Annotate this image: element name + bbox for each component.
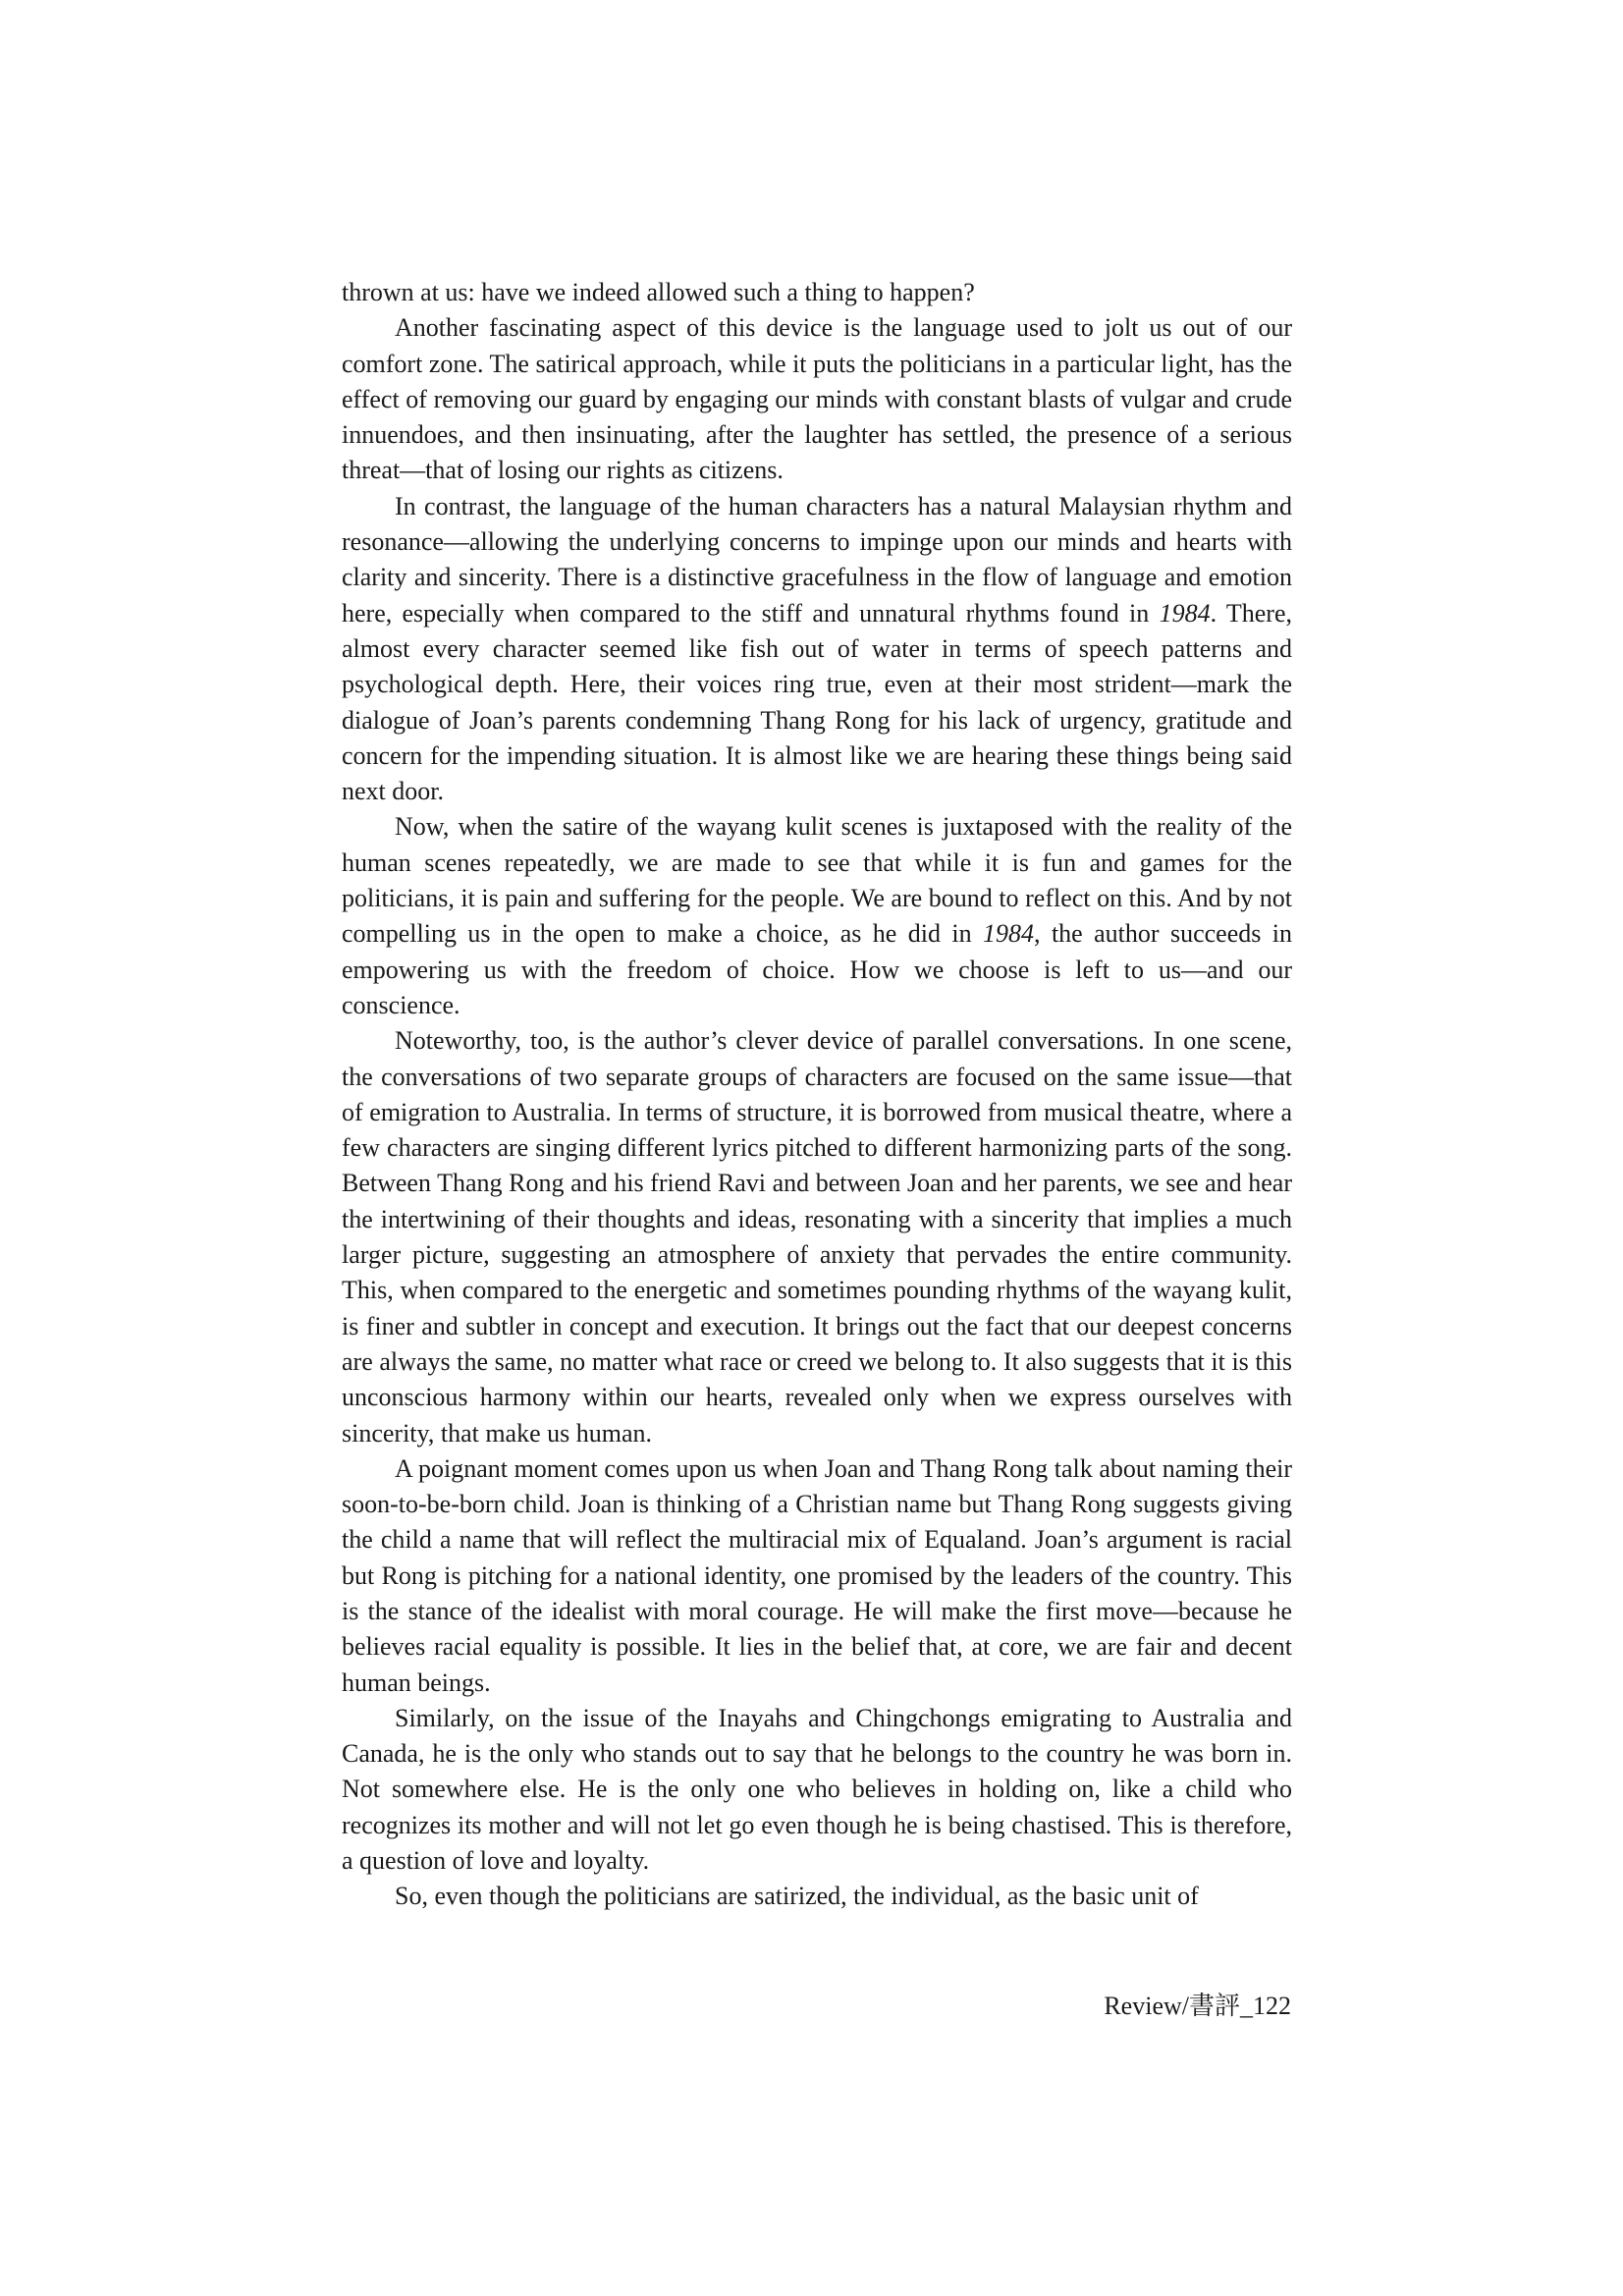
paragraph-1: thrown at us: have we indeed allowed such a thing to happen? [342, 278, 975, 306]
paragraph-7: Similarly, on the issue of the Inayahs and Chingchongs emigrating to Australia and Canada, he is the only who stands out to say that he belongs to the country he was born in. Not somewhere else. He is the only one who believes in holding on, like a child who recognizes its mother and will not let go even though he is being chastised. This is therefore, a question of love and loyalty. [342, 1703, 1292, 1876]
book-title-italic: 1984 [1159, 598, 1211, 628]
paragraph-3: In contrast, the language of the human characters has a natural Malaysian rhythm and resonance—allowing the underlying concerns to impinge upon our minds and hearts with clarity and sincerity. There is a distinctive gracefulness in the flow of language and emotion here, especially when compared to the stiff and unnatural rhythms found in 1984. There, almost every character seemed like fish out of water in terms of speech patterns and psychological depth. Here, their voices ring true, even at their most strident—mark the dialogue of Joan’s parents condemning Thang Rong for his lack of urgency, gratitude and concern for the impending situation. It is almost like we are hearing these things being said next door. [342, 491, 1292, 806]
paragraph-2: Another fascinating aspect of this device is the language used to jolt us out of our comfort zone. The satirical approach, while it puts the politicians in a particular light, has the effect of removing our guard by engaging our minds with constant blasts of vulgar and crude innuendoes, and then insinuating, after the laughter has settled, the presence of a serious threat—that of losing our rights as citizens. [342, 313, 1292, 485]
paragraph-5: Noteworthy, too, is the author’s clever device of parallel conversations. In one scene, the conversations of two separate groups of characters are focused on the same issue—that of emigration to Australia. In terms of structure, it is borrowed from musical theatre, where a few characters are singing different lyrics pitched to different harmonizing parts of the song. Between Thang Rong and his friend Ravi and between Joan and her parents, we see and hear the intertwining of their thoughts and ideas, resonating with a sincerity that implies a much larger picture, suggesting an atmosphere of anxiety that pervades the entire community. This, when compared to the energetic and sometimes pounding rhythms of the wayang kulit, is finer and subtler in concept and execution. It brings out the fact that our deepest concerns are always the same, no matter what race or creed we belong to. It also suggests that it is this unconscious harmony within our hearts, revealed only when we express ourselves with sincerity, that make us human. [342, 1026, 1292, 1448]
page-footer: Review/書評_122 [1104, 1992, 1291, 2020]
book-title-italic: 1984 [983, 919, 1035, 949]
paragraph-4: Now, when the satire of the wayang kulit scenes is juxtaposed with the reality of the human scenes repeatedly, we are made to see that while it is fun and games for the politicians, it is pain and suffering for the people. We are bound to reflect on this. And by not compelling us in the open to make a choice, as he did in 1984, the author succeeds in empowering us with the freedom of choice. How we choose is left to us—and our conscience. [342, 812, 1292, 1019]
body-text [342, 275, 1292, 1915]
paragraph-8: So, even though the politicians are satirized, the individual, as the basic unit of [395, 1882, 1199, 1911]
paragraph-6: A poignant moment comes upon us when Joan and Thang Rong talk about naming their soon-to-be-born child. Joan is thinking of a Christian name but Thang Rong suggests giving the child a name that will reflect the multiracial mix of Equaland. Joan’s argument is racial but Rong is pitching for a national identity, one promised by the leaders of the country. This is the stance of the idealist with moral courage. He will make the first move—because he believes racial equality is possible. It lies in the belief that, at core, we are fair and decent human beings. [342, 1453, 1292, 1697]
